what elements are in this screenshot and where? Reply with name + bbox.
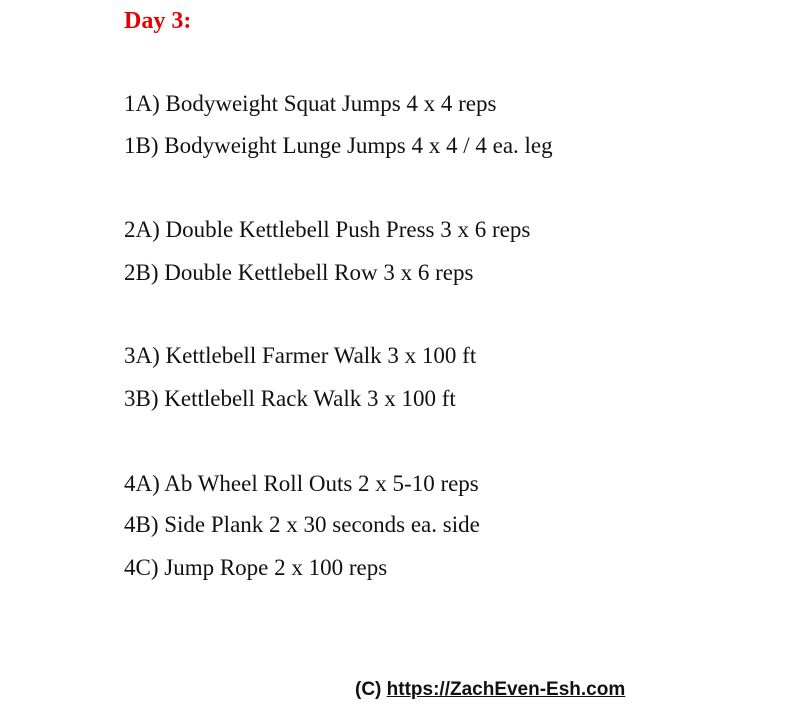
exercise-2a: 2A) Double Kettlebell Push Press 3 x 6 reps xyxy=(124,217,531,242)
exercise-1a: 1A) Bodyweight Squat Jumps 4 x 4 reps xyxy=(124,91,497,116)
exercise-4c: 4C) Jump Rope 2 x 100 reps xyxy=(124,555,388,580)
exercise-4a: 4A) Ab Wheel Roll Outs 2 x 5-10 reps xyxy=(124,471,479,496)
exercise-2b: 2B) Double Kettlebell Row 3 x 6 reps xyxy=(124,260,474,285)
exercise-3b: 3B) Kettlebell Rack Walk 3 x 100 ft xyxy=(124,386,456,411)
exercise-3a: 3A) Kettlebell Farmer Walk 3 x 100 ft xyxy=(124,343,477,368)
copyright-prefix: (C) xyxy=(355,679,387,700)
copyright-footer xyxy=(355,678,625,702)
website-link[interactable]: https://ZachEven-Esh.com xyxy=(386,679,626,700)
day-title: Day 3: xyxy=(124,8,192,34)
exercise-1b: 1B) Bodyweight Lunge Jumps 4 x 4 / 4 ea. leg xyxy=(124,133,553,158)
exercise-4b: 4B) Side Plank 2 x 30 seconds ea. side xyxy=(124,512,480,537)
